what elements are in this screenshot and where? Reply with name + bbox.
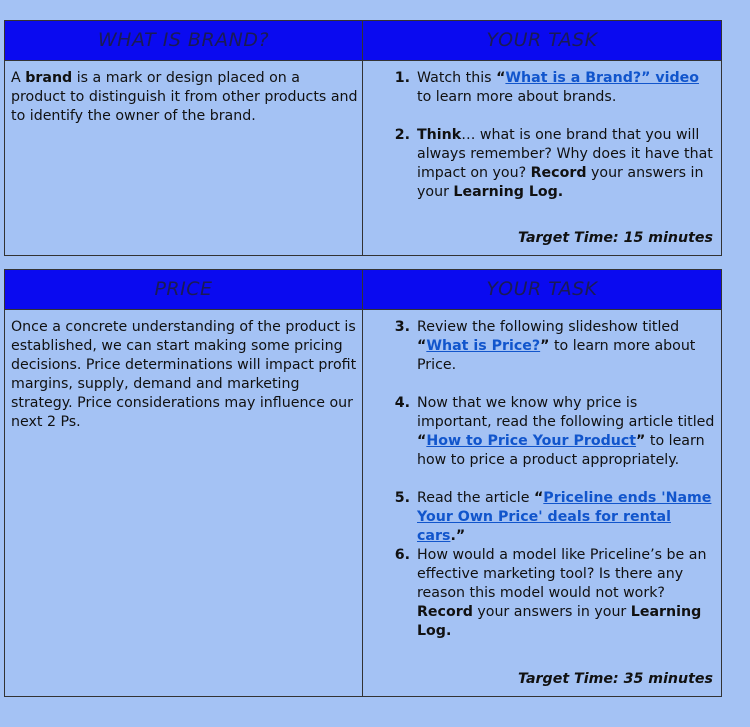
price-task-header-cell [363,270,722,310]
how-to-price-link[interactable]: How to Price Your Product [426,433,637,449]
brand-task-header: YOUR TASK [486,29,598,51]
task-item-2 [415,126,715,202]
task-item-5 [415,489,715,546]
brand-desc-post: is a mark or design placed on a product to distinguish it from other products and to identify the owner of the brand. [11,70,358,124]
task4-pre: Now that we know why price is important, read the following article titled [417,395,715,430]
priceline-article-link[interactable]: Priceline ends 'Name Your Own Price' deals for rental cars [417,490,712,544]
task-item-6 [415,546,715,641]
brand-desc-bold: brand [25,70,73,86]
task1-post: to learn more about brands. [417,89,617,105]
task6-record: Record [417,604,473,620]
task-item-1: 1. Watch this “What is a Brand?” video to learn more about brands. [415,69,715,107]
brand-header-cell [5,21,363,61]
task4-quote-close: ” [636,433,646,449]
brand-task-header-cell [363,21,722,61]
task5-pre: Read the article [417,490,534,506]
price-task-list [363,318,715,641]
brand-task-list [363,69,715,202]
price-task-cell [363,310,722,697]
brand-desc-pre: A [11,70,26,86]
price-header-cell [5,270,363,310]
task2-learning-log: Learning Log. [453,184,564,200]
task-item-3 [415,318,715,375]
task3-quote-open: “ [417,338,427,354]
task6-text2: your answers in your [472,604,631,620]
what-is-brand-video-link[interactable]: What is a Brand?” video [505,70,699,86]
task1-pre: Watch this [417,70,497,86]
task-item-4 [415,394,715,470]
price-header: PRICE [154,278,213,300]
task2-text1: … what is one brand that you will always remember? Why does it have that impact on you? [417,127,713,181]
what-is-price-link[interactable]: What is Price? [426,338,541,354]
task4-quote-open: “ [417,433,427,449]
task3-quote-close: ” [540,338,550,354]
task6-text1: How would a model like Priceline’s be an effective marketing tool? Is there any reason this model would not work? [417,547,707,601]
brand-description [5,61,363,256]
task5-quote-open: “ [533,490,544,506]
task4-post: to learn how to price a product appropriately. [417,433,705,468]
task2-record: Record [530,165,587,181]
price-description: Once a concrete understanding of the product is established, we can start making some pricing decisions. Price determinations will impact profit margins, supply, demand and marketing strategy. Price considerations may influence our next 2 Ps. [5,310,363,697]
task3-post: to learn more about Price. [417,338,696,373]
task5-post: .” [450,528,466,544]
brand-table [4,20,722,256]
price-target-time: Target Time: 35 minutes [517,671,713,687]
brand-task-cell [363,61,722,256]
price-table [4,269,722,697]
price-task-header: YOUR TASK [486,278,598,300]
task2-text2: your answers in your [417,165,704,200]
task2-think: Think [417,127,462,143]
brand-target-time: Target Time: 15 minutes [517,230,713,246]
brand-header: WHAT IS BRAND? [97,29,270,51]
task3-pre: Review the following slideshow titled [417,319,680,335]
task6-learning-log: Learning Log. [417,604,702,639]
